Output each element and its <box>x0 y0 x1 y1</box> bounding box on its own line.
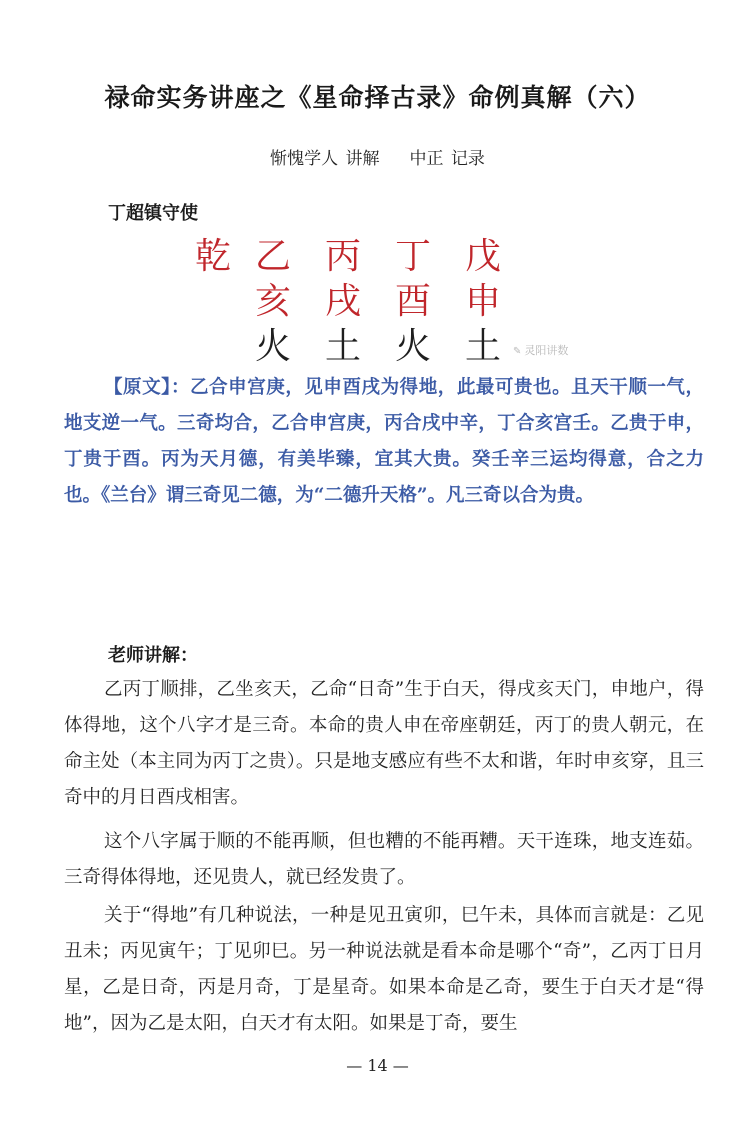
watermark-text: 灵阳讲数 <box>524 344 569 357</box>
original-text-block <box>64 370 704 514</box>
chart-row-branches <box>0 277 755 327</box>
recorder-credit: 中正 记录 <box>409 149 485 169</box>
chart-row-stems <box>0 232 755 282</box>
bazi-chart <box>0 232 755 372</box>
lecturer-credit: 惭愧学人 讲解 <box>270 149 380 169</box>
chart-stem-month: 丙 <box>324 236 361 277</box>
chart-branch-day: 酉 <box>394 281 431 322</box>
original-text: ：乙合申宫庚，见申酉戌为得地，此最可贵也。且天干顺一气，地支逆一气。三奇均合，乙合申宫庚，丙合戌中辛，丁合亥宫壬。乙贵于申，丁贵于酉。丙为天月德，有美毕臻，宜其大贵。癸壬辛三运均得意，合之力也。《兰台》谓三奇见二德，为“二德升天格”。凡三奇以合为贵。 <box>64 377 704 506</box>
lecture-paragraph-1: 乙丙丁顺排，乙坐亥天，乙命“日奇”生于白天，得戌亥天门，申地户，得体得地，这个八字才是三奇。本命的贵人申在帝座朝廷，丙丁的贵人朝元，在命主处（本主同为丙丁之贵）。只是地支感应有些不太和谐，年时申亥穿，且三奇中的月日酉戌相害。 <box>64 679 704 808</box>
case-title: 丁超镇守使 <box>108 203 198 224</box>
chart-row-elements <box>0 322 755 372</box>
page-number: — 14 — <box>346 1056 409 1075</box>
chart-stem-hour: 戊 <box>464 236 501 277</box>
original-label: 【原文】 <box>104 377 171 398</box>
watermark <box>513 342 568 358</box>
chart-element-month: 土 <box>324 326 361 367</box>
chart-branch-month: 戌 <box>324 281 361 322</box>
chart-stem-year: 乙 <box>254 236 291 277</box>
watermark-icon: ✎ <box>513 346 522 357</box>
chart-element-day: 火 <box>394 326 431 367</box>
chart-element-year: 火 <box>254 326 291 367</box>
chart-stem-day: 丁 <box>394 236 431 277</box>
lecture-paragraph-2: 这个八字属于顺的不能再顺，但也糟的不能再糟。天干连珠，地支连茹。三奇得体得地，还见贵人，就已经发贵了。 <box>64 831 704 888</box>
lecture-paragraph-3: 关于“得地”有几种说法，一种是见丑寅卯，巳午未，具体而言就是：乙见丑未；丙见寅午；丁见卯巳。另一种说法就是看本命是哪个“奇”，乙丙丁日月星，乙是日奇，丙是月奇，丁是星奇。如果本命是乙奇，要生于白天才是“得地”，因为乙是太阳，白天才有太阳。如果是丁奇，要生 <box>64 905 704 1034</box>
chart-element-hour: 土 <box>464 326 501 367</box>
chart-gender-glyph: 乾 <box>194 236 231 277</box>
lecture-heading: 老师讲解： <box>108 645 198 666</box>
chart-branch-year: 亥 <box>254 281 291 322</box>
page-title: 禄命实务讲座之《星命择古录》命例真解（六） <box>104 83 651 112</box>
chart-branch-hour: 申 <box>464 281 501 322</box>
byline <box>0 144 755 169</box>
